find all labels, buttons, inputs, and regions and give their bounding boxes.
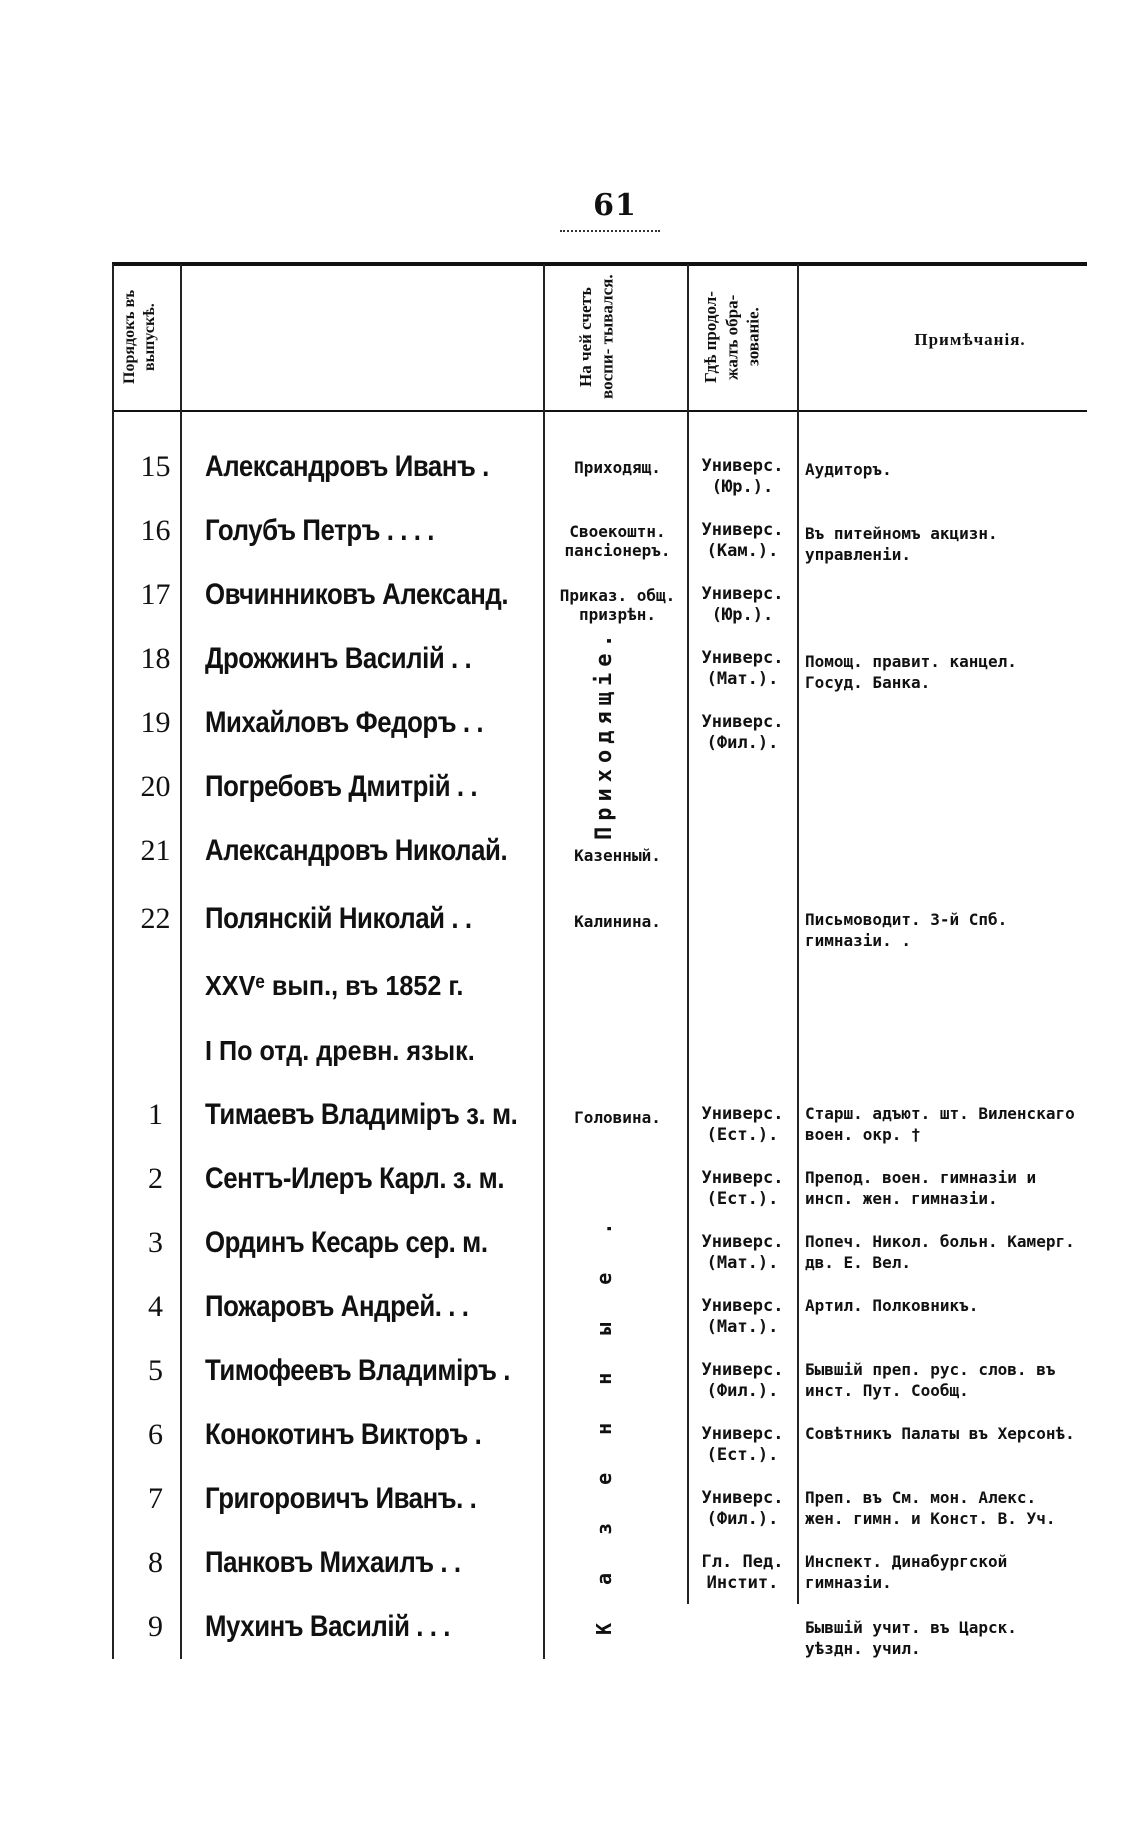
table-row (0, 902, 1140, 962)
table-row (0, 1610, 1140, 1670)
student-name: Овчинниковъ Александ. (205, 578, 509, 611)
further-education: Универс. (Мат.). (701, 648, 784, 690)
further-education: Универс. (Юр.). (701, 584, 784, 626)
further-education: Универс. (Юр.). (701, 456, 784, 498)
further-education: Универс. (Ест.). (701, 1424, 784, 1466)
student-name: Погребовъ Дмитрій . . (205, 770, 478, 803)
page-number: 61 (593, 188, 637, 223)
table-row (0, 1482, 1140, 1542)
student-name: Голубъ Петръ . . . . (205, 514, 434, 547)
further-education: Универс. (Фил.). (701, 1360, 784, 1402)
table-row (0, 834, 1140, 894)
student-name: Дрожжинъ Василій . . (205, 642, 472, 675)
row-number: 9 (148, 1610, 163, 1643)
note: Письмоводит. 3-й Спб. гимназіи. . (805, 910, 1008, 950)
student-name: Тимофеевъ Владиміръ . (205, 1354, 511, 1387)
student-name: Григоровичъ Иванъ. . (205, 1482, 477, 1515)
header-order: Порядокъ въ выпускѣ. (121, 289, 158, 385)
row-number: 17 (140, 578, 171, 611)
row-number: 6 (148, 1418, 163, 1451)
row-number: 20 (140, 770, 171, 803)
note: Инспект. Динабургской гимназіи. (805, 1552, 1008, 1592)
student-name: Пожаровъ Андрей. . . (205, 1290, 469, 1323)
student-name: Мухинъ Василій . . . (205, 1610, 450, 1643)
further-education: Универс. (Фил.). (701, 1488, 784, 1530)
table-row (0, 1354, 1140, 1414)
student-name: Ординъ Кесарь сер. м. (205, 1226, 488, 1259)
fund-source: Головина. (574, 1108, 661, 1127)
row-number: 8 (148, 1546, 163, 1579)
header-fund: На чей счетъ воспи- тывался. (576, 274, 617, 400)
header-education: Гдѣ продол- жалъ обра- зованіе. (701, 291, 763, 383)
further-education: Универс. (Кам.). (701, 520, 784, 562)
group-label-kazennye: Казенные. (592, 1184, 616, 1636)
group-label-prikhodyashchie: Приходящіе. (592, 628, 617, 840)
table-row (0, 450, 1140, 510)
row-number: 22 (140, 902, 171, 935)
note: Артил. Полковникъ. (805, 1296, 979, 1315)
fund-source: Казенный. (574, 846, 661, 865)
section-subtitle: I По отд. древн. язык. (205, 1035, 475, 1066)
section-title: XXVᵉ вып., въ 1852 г. (205, 970, 464, 1001)
fund-source: Своекоштн. пансіонеръ. (564, 522, 671, 561)
student-name: Александровъ Иванъ . (205, 450, 489, 483)
row-number: 2 (148, 1162, 163, 1195)
table-row (0, 1098, 1140, 1158)
row-number: 21 (140, 834, 171, 867)
row-number: 3 (148, 1226, 163, 1259)
further-education: Универс. (Ест.). (701, 1168, 784, 1210)
table-row (0, 1226, 1140, 1286)
table-header-rule (112, 410, 1087, 412)
table-top-rule (112, 262, 1087, 266)
table-row (0, 514, 1140, 574)
note: Препод. воен. гимназіи и инсп. жен. гимназіи. (805, 1168, 1037, 1208)
student-name: Александровъ Николай. (205, 834, 508, 867)
row-number: 4 (148, 1290, 163, 1323)
row-number: 16 (140, 514, 171, 547)
note: Бывшій учит. въ Царск. уѣздн. учил. (805, 1618, 1017, 1658)
table-row (0, 1546, 1140, 1606)
row-number: 18 (140, 642, 171, 675)
page-number-rule (560, 230, 660, 232)
note: Старш. адъют. шт. Виленскаго воен. окр. † (805, 1104, 1075, 1144)
note: Бывшій преп. рус. слов. въ инст. Пут. Сообщ. (805, 1360, 1056, 1400)
row-number: 19 (140, 706, 171, 739)
row-number: 15 (140, 450, 171, 483)
further-education: Универс. (Мат.). (701, 1296, 784, 1338)
table-row (0, 770, 1140, 830)
table-row (0, 1418, 1140, 1478)
student-name: Михайловъ Федоръ . . (205, 706, 484, 739)
student-name: Тимаевъ Владиміръ з. м. (205, 1098, 518, 1131)
further-education: Универс. (Мат.). (701, 1232, 784, 1274)
student-name: Конокотинъ Викторъ . (205, 1418, 482, 1451)
further-education: Гл. Пед. Инстит. (701, 1552, 784, 1594)
row-number: 7 (148, 1482, 163, 1515)
row-number: 1 (148, 1098, 163, 1131)
table-row (0, 642, 1140, 702)
note: Преп. въ См. мон. Алекс. жен. гимн. и Конст. В. Уч. (805, 1488, 1056, 1528)
student-name: Сентъ-Илеръ Карл. з. м. (205, 1162, 505, 1195)
note: Въ питейномъ акцизн. управленіи. (805, 524, 998, 564)
note: Попеч. Никол. больн. Камерг. дв. Е. Вел. (805, 1232, 1075, 1272)
row-number: 5 (148, 1354, 163, 1387)
table-row (0, 1290, 1140, 1350)
header-notes: Примѣчанія. (914, 330, 1026, 349)
fund-source: Приказ. общ. призрѣн. (559, 586, 676, 625)
student-name: Панковъ Михаилъ . . (205, 1546, 461, 1579)
fund-source: Калинина. (574, 912, 661, 931)
note: Помощ. правит. канцел. Госуд. Банка. (805, 652, 1017, 692)
fund-source: Приходящ. (574, 458, 661, 477)
further-education: Универс. (Ест.). (701, 1104, 784, 1146)
student-name: Полянскій Николай . . (205, 902, 472, 935)
table-row (0, 706, 1140, 766)
further-education: Универс. (Фил.). (701, 712, 784, 754)
table-row (0, 578, 1140, 638)
table-row (0, 1162, 1140, 1222)
note: Аудиторъ. (805, 460, 892, 479)
note: Совѣтникъ Палаты въ Херсонѣ. (805, 1424, 1075, 1443)
